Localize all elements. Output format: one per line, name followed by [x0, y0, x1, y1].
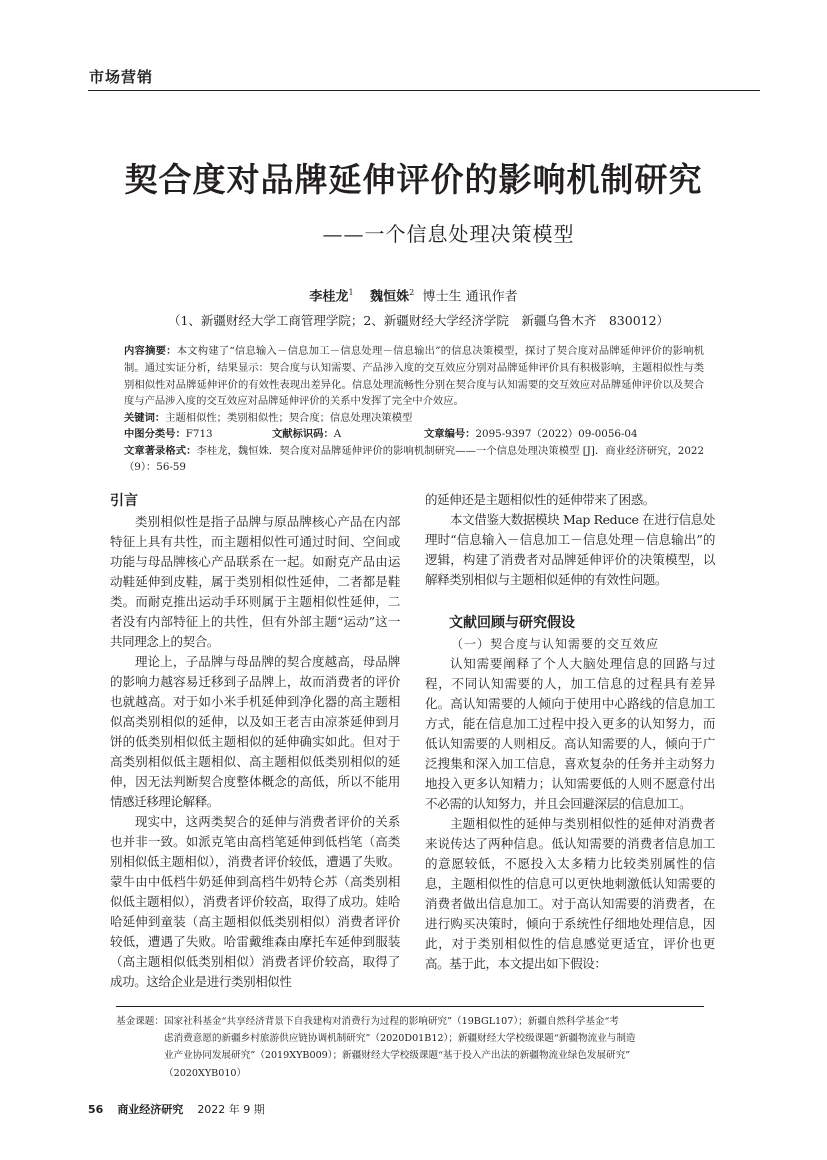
- intro-heading: 引言: [110, 493, 138, 510]
- header-rule: [88, 90, 760, 91]
- footnote-rule: [116, 1006, 704, 1007]
- left-column: [110, 490, 400, 992]
- author-sup: 1: [348, 288, 354, 297]
- paragraph: 理论上，子品牌与母品牌的契合度越高，母品牌的影响力越容易迁移到子品牌上，故而消费者的评价也就越高。对于如小米手机延伸到净化器的高主题相似高类别相似的延伸，以及如王老吉由凉茶延伸到月饼的低类别相似低主题相似的延伸确实如此。但对于高类别相似低主题相似、高主题相似低类别相似的延伸，因无法判断契合度整体概念的高低，所以不能用情感迁移理论解释。: [110, 654, 400, 810]
- keywords-label: 关键词：: [124, 411, 166, 424]
- section-header: 市场营销: [89, 68, 154, 86]
- paragraph: 主题相似性的延伸与类别相似性的延伸对消费者来说传达了两种信息。低认知需要的消费者信息加工的意愿较低，不愿投入太多精力比较类别属性的信息，主题相似性的信息可以更快地刺激低认知需要的消费者做出信息加工。对于高认知需要的消费者，在进行购买决策时，倾向于系统性仔细地处理信息，因此，对于类别相似性的信息感觉更适宜，评价也更高。基于此，本文提出如下假设：: [425, 816, 715, 972]
- review-heading: 文献回顾与研究假设: [449, 615, 575, 632]
- affiliation: （1、新疆财经大学工商管理学院；2、新疆财经大学经济学院 新疆乌鲁木齐 830012）: [167, 313, 670, 329]
- keywords: [124, 410, 704, 427]
- article-title: 契合度对品牌延伸评价的影响机制研究: [124, 160, 703, 199]
- author-name: 李桂龙: [309, 289, 349, 305]
- article-no-label: 文章编号：: [424, 428, 476, 441]
- paragraph-continued: 的延伸还是主题相似性的延伸带来了困惑。: [425, 492, 655, 508]
- fund-line: （2020XYB010）: [164, 1067, 247, 1079]
- doc-code-label: 文献标识码：: [272, 428, 334, 441]
- paragraph: 认知需要阐释了个人大脑处理信息的回路与过程，不同认知需要的人，加工信息的过程具有差异化。高认知需要的人倾向于使用中心路线的信息加工方式，能在信息加工过程中投入更多的认知努力，而低认知需要的人则相反。高认知需要的人，倾向于广泛搜集和深入加工信息，喜欢复杂的任务并主动努力地投入更多认知精力；认知需要低的人则不愿意付出不必需的认知努力，并且会回避深层的信息加工。: [425, 656, 715, 812]
- paragraph: 本文借鉴大数据模块 Map Reduce 在进行信息处理时“信息输入－信息加工－信息处理－信息输出”的逻辑，构建了消费者对品牌延伸评价的决策模型，以解释类别相似与主题相似延伸的有效性问题。: [425, 512, 715, 588]
- subheading: （一）契合度与认知需要的交互效应: [451, 637, 660, 652]
- citation-text: 李桂龙，魏恒姝．契合度对品牌延伸评价的影响机制研究——一个信息处理决策模型 [J]．商业经济研究，2022（9）：56-59: [124, 444, 705, 474]
- clc-value: F713: [185, 428, 213, 441]
- keywords-text: 主题相似性；类别相似性；契合度；信息处理决策模型: [165, 411, 413, 424]
- abstract-block: [124, 343, 704, 476]
- journal-name: 商业经济研究: [117, 1102, 184, 1116]
- citation: [124, 443, 704, 476]
- page-number: 56: [88, 1102, 104, 1116]
- fund-footnote: [116, 1013, 716, 1082]
- paragraph: 现实中，这两类契合的延伸与消费者评价的关系也并非一致。如派克笔由高档笔延伸到低档笔（高类别相似低主题相似），消费者评价较低，遭遇了失败。蒙牛由中低档牛奶延伸到高档牛奶特仑苏（高类别相似低主题相似），消费者评价较高，取得了成功。娃哈哈延伸到童装（高主题相似低类别相似）消费者评价较低，遭遇了失败。哈雷戴维森由摩托车延伸到服装（高主题相似低类别相似）消费者评价较高，取得了成功。这给企业是进行类别相似性: [110, 814, 400, 990]
- fund-line: 国家社科基金“共享经济背景下自我建构对消费行为过程的影响研究”（19BGL107）；新疆自然科学基金“考: [163, 1016, 620, 1028]
- fund-line: 虑消费意愿的新疆乡村旅游供应链协调机制研究”（2020D01B12）；新疆财经大学校级课题“新疆物流业与制造: [164, 1033, 636, 1045]
- author-line: [0, 283, 827, 307]
- author-name: 魏恒姝: [370, 289, 410, 305]
- page-footer: [88, 1102, 827, 1138]
- doc-code-value: A: [333, 428, 342, 441]
- abstract-text: 本文构建了“信息输入－信息加工－信息处理－信息输出”的信息决策模型，探讨了契合度对品牌延伸评价的影响机制。通过实证分析，结果显示：契合度与认知需要、产品涉入度的交互效应分别对品牌延伸评价具有积极影响，主题相似性与类别相似性对品牌延伸评价的有效性表现出差异化。信息处理流畅性分别在契合度与认知需要的交互效应对品牌延伸评价以及契合度与产品涉入度的交互效应对品牌延伸评价的关系中发挥了完全中介效应。: [124, 345, 705, 408]
- article-subtitle: ——一个信息处理决策模型: [322, 222, 575, 246]
- fund-label: 基金课题：: [116, 1016, 164, 1028]
- author-note: 博士生 通讯作者: [422, 289, 518, 305]
- classification-row: [124, 426, 704, 443]
- author-sup: 2: [409, 288, 415, 297]
- abstract-label: 内容摘要：: [124, 345, 177, 358]
- paragraph: 类别相似性是指子品牌与原品牌核心产品在内部特征上具有共性，而主题相似性可通过时间、空间或功能与母品牌核心产品联系在一起。如耐克产品由运动鞋延伸到皮鞋，属于类别相似性延伸，二者都是鞋类。而耐克推出运动手环则属于主题相似性延伸，二者没有内部特征上的共性，但有外部主题“运动”这一共同理念上的契合。: [110, 514, 400, 650]
- right-column: [425, 490, 715, 974]
- clc-label: 中图分类号：: [124, 428, 186, 441]
- citation-label: 文章著录格式：: [124, 444, 197, 457]
- fund-line: 业产业协同发展研究”（2019XYB009）；新疆财经大学校级课题“基于投入产出法的新疆物流业绿色发展研究”: [164, 1050, 631, 1062]
- article-no-value: 2095-9397（2022）09-0056-04: [475, 428, 638, 441]
- body-columns: [110, 490, 715, 992]
- issue: 2022 年 9 期: [197, 1102, 265, 1116]
- abstract: [124, 343, 704, 409]
